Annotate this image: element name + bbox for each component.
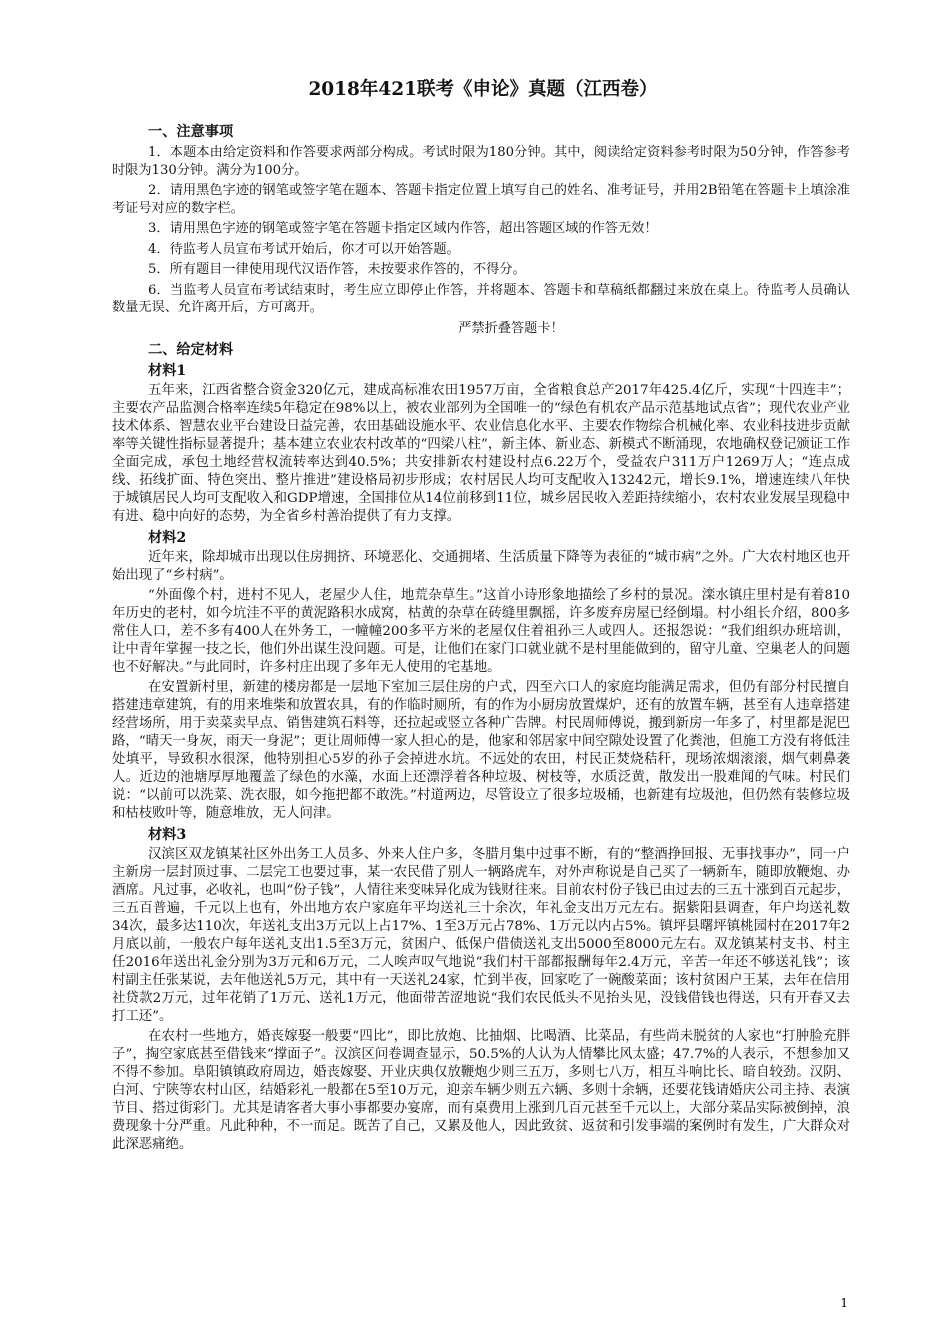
material-paragraph: “外面像个村，进村不见人，老屋少人住，地荒杂草生。”这首小诗形象地描绘了乡村的景况。滦水镇庄里村是有着810年历史的老村，如今坑洼不平的黄泥路积水成窝，枯黄的杂草在砖缝里飘摇，许多废弃房屋已经倒塌。村小组长介绍，800多常住人口，差不多有400人在外务工，一幢幢200多平方米的老屋仅住着祖孙三人或四人。还报怨说：“我们组织办班培训，让中青年掌握一技之长，他们外出谋生没问题。可是，让他们在家门口就业就不是村里能做到的，留守儿童、空巢老人的问题也不好解决。”与此同时，许多村庄出现了多年无人使用的宅基地。 xyxy=(112,588,850,675)
material-label: 材料2 xyxy=(148,530,187,546)
material-1 xyxy=(112,362,850,526)
fold-warning: 严禁折叠答题卡！ xyxy=(458,320,564,336)
page-title: 2018年421联考《申论》真题（江西卷） xyxy=(308,79,658,100)
notice-item: 5．所有题目一律使用现代汉语作答，未按要求作答的，不得分。 xyxy=(148,262,526,277)
material-paragraph: 五年来，江西省整合资金320亿元，建成高标准农田1957万亩，全省粮食总产2017年425.4亿斤，实现“十四连丰”；主要农产品监测合格率连续5年稳定在98%以上，被农业部列为全国唯一的“绿色有机农产品示范基地试点省”；现代农业产业技术体系、智慧农业平台建设日益完善，农田基础设施水平、农业信息化水平、主要农作物综合机械化率、农业科技进步贡献率等关键性指标显著提升；基本建立农业农村改革的“四梁八柱”，新主体、新业态、新模式不断涌现，农地确权登记颁证工作全面完成，承包土地经营权流转率达到40.5%；共安排新农村建设村点6.22万个，受益农户311万户1269万人；“连点成线、拓线扩面、特色突出、整片推进”建设格局初步形成；农村居民人均可支配收入13242元，增长9.1%，增速连续八年快于城镇居民人均可支配收入和GDP增速，全国排位从14位前移到11位，城乡居民收入差距持续缩小，农村农业发展呈现稳中有进、稳中向好的态势，为全省乡村善治提供了有力支撑。 xyxy=(112,383,850,524)
material-paragraph: 在农村一些地方，婚丧嫁娶一般要“四比”，即比放炮、比抽烟、比喝酒、比菜品，有些尚未脱贫的人家也“打肿脸充胖子”，掏空家底甚至借钱来“撑面子”。汉滨区问卷调查显示，50.5%的人认为人情攀比风太盛；47.7%的人表示，不想参加又不得不参加。阜阳镇镇政府周边，婚丧嫁娶、开业庆典仅放鞭炮少则三五万，多则七八万，相互斗响比长、暗自较劲。汉阴、白河、宁陕等农村山区，结婚彩礼一般都在5至10万元，迎亲车辆少则五六辆、多则十余辆，还要花钱请婚庆公司主持、表演节目、搭过街彩门。尤其是请客者大事小事都要办宴席，而有桌费用上涨到几百元甚至千元以上，大部分菜品实际被倒掉，浪费现象十分严重。凡此种种，不一而足。既苦了自己，又累及他人，因此致贫、返贫和引发事端的案例时有发生，广大群众对此深恶痛绝。 xyxy=(112,1029,850,1152)
notice-item: 3．请用黑色字迹的钢笔或签字笔在答题卡指定区域内作答，超出答题区域的作答无效！ xyxy=(148,221,658,236)
material-paragraph: 汉滨区双龙镇某社区外出务工人员多、外来人住户多，冬腊月集中过事不断，有的“整酒挣回报、无事找事办”，同一户主新房一层封顶过事、二层完工也要过事，某一农民借了别人一辆路虎车，对外声称说是自己买了一辆新车，随即放鞭炮、办酒席。凡过事，必收礼，也叫“份子钱”，人情往来变味异化成为钱财往来。目前农村份子钱已由过去的三五十涨到百元起步，三五百普遍，千元以上也有，外出地方农户家庭年平均送礼三十余次，年礼金支出万元左右。据紫阳县调查，年户均送礼数34次，最多达110次，年送礼支出3万元以上占17%、1至3万元占78%、1万元以内占5%。镇坪县曙坪镇桃园村在2017年2月底以前，一般农户每年送礼支出1.5至3万元，贫困户、低保户借债送礼支出5000至8000元左右。双龙镇某村支书、村主任2016年送出礼金分别为3万元和6万元，二人唉声叹气地说“我们村干部都报酬每年2.4万元，辛苦一年还不够送礼钱”；该村副主任张某说，去年他送礼5万元，其中有一天送礼24家，忙到半夜，回家吃了一碗酸菜面；该村贫困户王某，去年在信用社贷款2万元，过年花销了1万元、送礼1万元，他面带苦涩地说“我们农民低头不见抬头见，没钱借钱也得送，只有开春又去打工还”。 xyxy=(112,847,850,1024)
material-label: 材料1 xyxy=(148,363,187,379)
material-2 xyxy=(112,529,850,823)
material-paragraph: 在安置新村里，新建的楼房都是一层地下室加三层住房的户式，四至六口人的家庭均能满足需求，但仍有部分村民擅自搭建违章建筑，有的用来堆柴和放置农具，有的作临时厕所，有的作为小厨房放置煤炉，还有的放置车辆，甚至有人违章搭建经营场所，用于卖菜卖早点、销售建筑石料等，还拉起或竖立各种广告牌。村民周师傅说，搬到新房一年多了，村里都是泥巴路，“晴天一身灰，雨天一身泥”；更让周师傅一家人担心的是，他家和邻居家中间空隙处设置了化粪池，但施工方没有将低洼处填平，导致积水很深，他特别担心5岁的孙子会掉进水坑。不远处的农田，村民正焚烧秸秆，现场浓烟滚滚，烟气刺鼻袭人。近边的池塘厚厚地覆盖了绿色的水藻，水面上还漂浮着各种垃圾、树枝等，水质泛黄，散发出一股难闻的气味。村民们说：“以前可以洗菜、洗衣服，如今拖把都不敢洗。”村道两边，尽管设立了很多垃圾桶，也新建有垃圾池，但仍然有装修垃圾和枯枝败叶等，随意堆放，无人问津。 xyxy=(112,680,850,821)
page-number: 1 xyxy=(840,1296,848,1310)
notice-item: 2．请用黑色字迹的钢笔或签字笔在题本、答题卡指定位置上填写自己的姓名、准考证号，并用2B铅笔在答题卡上填涂准考证号对应的数字栏。 xyxy=(112,183,850,216)
section-heading-materials: 二、给定材料 xyxy=(148,342,234,358)
section-heading-notice: 一、注意事项 xyxy=(148,124,234,140)
notice-item: 1．本题本由给定资料和作答要求两部分构成。考试时限为180分钟。其中，阅读给定资料参考时限为50分钟，作答参考时限为130分钟。满分为100分。 xyxy=(112,145,850,178)
material-label: 材料3 xyxy=(148,827,187,843)
notice-list xyxy=(112,144,850,317)
notice-item: 4．待监考人员宣布考试开始后，你才可以开始答题。 xyxy=(148,241,460,257)
material-3 xyxy=(112,826,850,1154)
material-paragraph: 近年来，除却城市出现以住房拥挤、环境恶化、交通拥堵、生活质量下降等为表征的“城市病”之外。广大农村地区也开始出现了“乡村病”。 xyxy=(112,550,850,583)
notice-item: 6．当监考人员宣布考试结束时，考生应立即停止作答，并将题本、答题卡和草稿纸都翻过来放在桌上。待监考人员确认数量无误、允许离开后，方可离开。 xyxy=(112,282,850,315)
